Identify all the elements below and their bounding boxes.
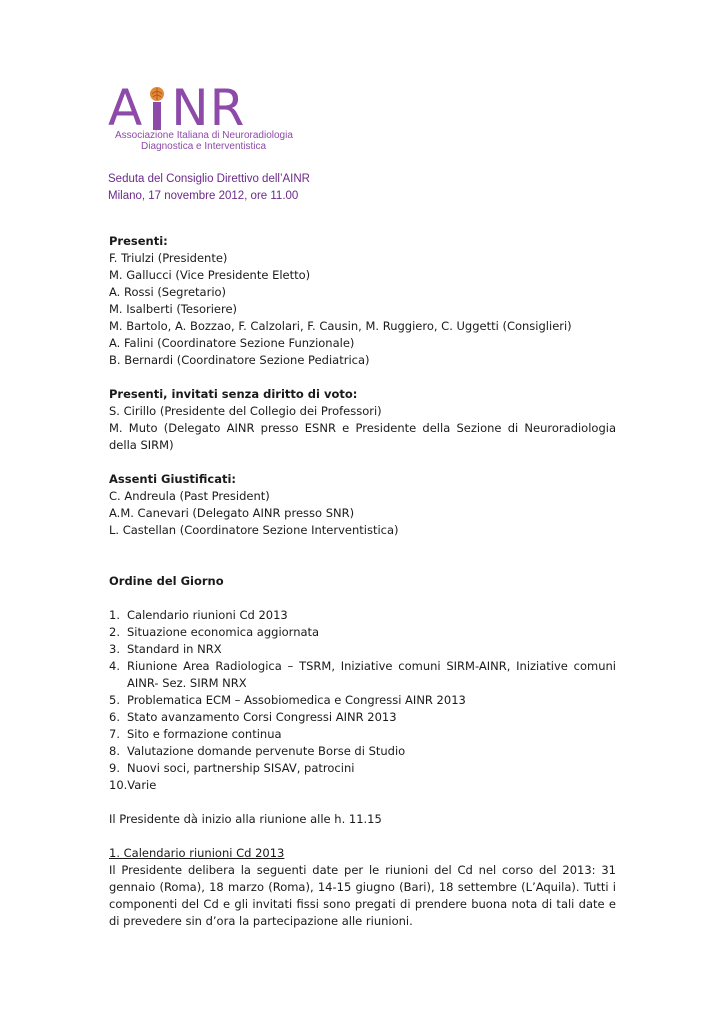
agenda-item: 1. Calendario riunioni Cd 2013 bbox=[109, 608, 288, 622]
minutes-body bbox=[109, 233, 616, 930]
logo-subtitle-line1: Associazione Italiana di Neuroradiologia bbox=[115, 130, 293, 141]
guest: M. Muto (Delegato AINR presso ESNR e Presidente della Sezione di Neuroradiologia della SIRM) bbox=[109, 421, 616, 452]
section-1-body: Il Presidente delibera la seguenti date per le riunioni del Cd nel corso del 2013: 31 gennaio (Roma), 18 marzo (Roma), 14-15 giugno (Bari), 18 settembre (L’Aquila). Tutti i componenti del Cd e gli invitati fissi sono pregati di prendere buona nota di tali date e di prevedere sin d’ora la partecipazione alle riunioni. bbox=[109, 863, 616, 928]
absentee: C. Andreula (Past President) bbox=[109, 489, 270, 503]
agenda-item: 7. Sito e formazione continua bbox=[109, 727, 282, 741]
opening-statement: Il Presidente dà inizio alla riunione alle h. 11.15 bbox=[109, 812, 382, 826]
attendee: M. Isalberti (Tesoriere) bbox=[109, 302, 238, 316]
agenda-list bbox=[109, 607, 616, 794]
agenda-item: 6. Stato avanzamento Corsi Congressi AINR 2013 bbox=[109, 710, 397, 724]
agenda-item: 9. Nuovi soci, partnership SISAV, patrocini bbox=[109, 761, 355, 775]
logo-letter-a: A bbox=[108, 79, 144, 137]
ainr-logo bbox=[108, 79, 308, 156]
agenda-heading: Ordine del Giorno bbox=[109, 574, 224, 588]
attendee: M. Gallucci (Vice Presidente Eletto) bbox=[109, 268, 311, 282]
attendee: A. Falini (Coordinatore Sezione Funzionale) bbox=[109, 336, 355, 350]
logo-wordmark bbox=[108, 79, 246, 137]
invitati-heading: Presenti, invitati senza diritto di voto: bbox=[109, 387, 358, 401]
attendee: F. Triulzi (Presidente) bbox=[109, 251, 228, 265]
presenti-heading: Presenti: bbox=[109, 234, 168, 248]
attendee: M. Bartolo, A. Bozzao, F. Calzolari, F. Causin, M. Ruggiero, C. Uggetti (Consiglieri) bbox=[109, 319, 572, 333]
agenda-item: 2. Situazione economica aggiornata bbox=[109, 625, 320, 639]
assenti-heading: Assenti Giustificati: bbox=[109, 472, 237, 486]
agenda-item: 3. Standard in NRX bbox=[109, 642, 222, 656]
meeting-header bbox=[108, 171, 310, 205]
meeting-date: Milano, 17 novembre 2012, ore 11.00 bbox=[108, 190, 299, 202]
logo-subtitle-line2: Diagnostica e Interventistica bbox=[141, 141, 267, 152]
brain-icon bbox=[144, 86, 170, 130]
meeting-title: Seduta del Consiglio Direttivo dell’AINR bbox=[108, 173, 310, 185]
guest: S. Cirillo (Presidente del Collegio dei Professori) bbox=[109, 404, 382, 418]
agenda-item: 10. Varie bbox=[109, 778, 157, 792]
attendee: A. Rossi (Segretario) bbox=[109, 285, 227, 299]
agenda-item: 4. Riunione Area Radiologica – TSRM, Iniziative comuni SIRM-AINR, Iniziative comuni AINR- Sez. SIRM NRX bbox=[109, 659, 616, 690]
attendee: B. Bernardi (Coordinatore Sezione Pediatrica) bbox=[109, 353, 370, 367]
agenda-item: 5. Problematica ECM – Assobiomedica e Congressi AINR 2013 bbox=[109, 693, 466, 707]
section-1-title: 1. Calendario riunioni Cd 2013 bbox=[109, 846, 285, 860]
absentee: A.M. Canevari (Delegato AINR presso SNR) bbox=[109, 506, 355, 520]
logo-letters-nr: NR bbox=[171, 79, 246, 137]
agenda-item: 8. Valutazione domande pervenute Borse di Studio bbox=[109, 744, 406, 758]
absentee: L. Castellan (Coordinatore Sezione Interventistica) bbox=[109, 523, 399, 537]
